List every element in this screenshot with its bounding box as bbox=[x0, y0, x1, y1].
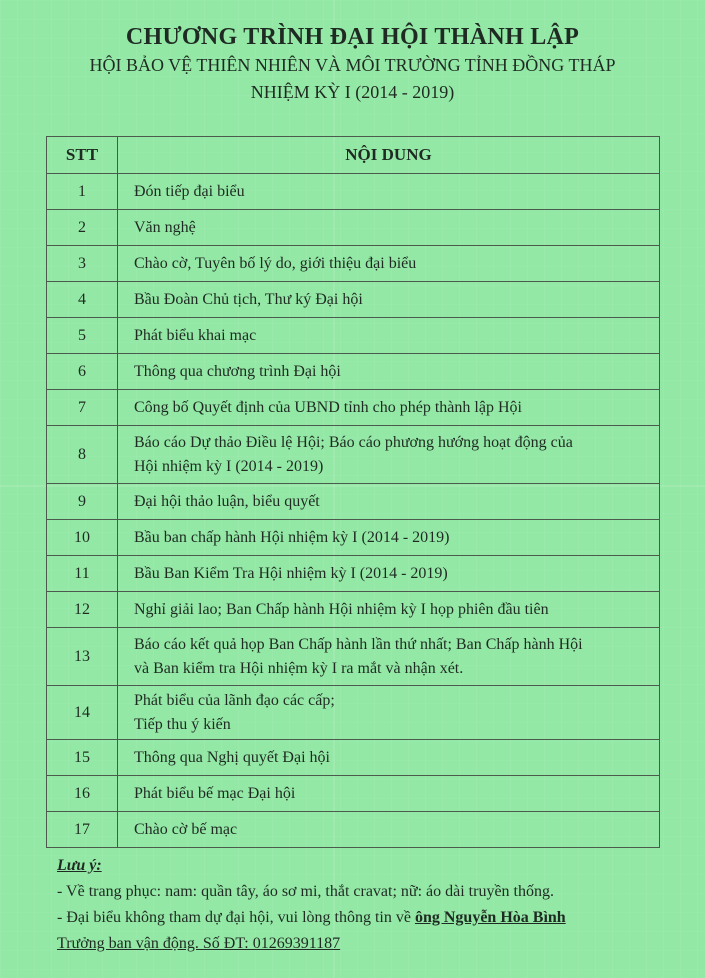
row-content-line-2: Hội nhiệm kỳ I (2014 - 2019) bbox=[134, 457, 324, 475]
document-subtitle: HỘI BẢO VỆ THIÊN NHIÊN VÀ MÔI TRƯỜNG TỈNH ĐỒNG THÁP bbox=[89, 55, 616, 75]
row-content-line-1: Đại hội thảo luận, biểu quyết bbox=[134, 492, 320, 510]
table-row bbox=[47, 686, 660, 740]
table-row bbox=[47, 354, 660, 390]
row-content bbox=[118, 354, 660, 390]
row-number: 4 bbox=[47, 282, 118, 318]
row-content bbox=[118, 520, 660, 556]
row-content bbox=[118, 776, 660, 812]
table-row bbox=[47, 318, 660, 354]
row-content-line-1: Đón tiếp đại biểu bbox=[134, 182, 245, 200]
row-content bbox=[118, 592, 660, 628]
row-content-line-1: Bầu Ban Kiểm Tra Hội nhiệm kỳ I (2014 - 2019) bbox=[134, 564, 448, 582]
row-content-line-1: Bầu Đoàn Chủ tịch, Thư ký Đại hội bbox=[134, 290, 363, 308]
row-content-line-2: Tiếp thu ý kiến bbox=[134, 715, 231, 733]
notes-section bbox=[57, 853, 677, 957]
table-row bbox=[47, 776, 660, 812]
row-content-line-1: Công bố Quyết định của UBND tỉnh cho phép thành lập Hội bbox=[134, 398, 522, 416]
absence-note-text: - Đại biểu không tham dự đại hội, vui lòng thông tin về bbox=[57, 909, 415, 926]
header-content: NỘI DUNG bbox=[118, 137, 660, 174]
table-row bbox=[47, 520, 660, 556]
row-number: 10 bbox=[47, 520, 118, 556]
row-content bbox=[118, 390, 660, 426]
row-content-line-1: Nghỉ giải lao; Ban Chấp hành Hội nhiệm kỳ I họp phiên đầu tiên bbox=[134, 600, 549, 618]
row-content-line-1: Bầu ban chấp hành Hội nhiệm kỳ I (2014 - 2019) bbox=[134, 528, 450, 546]
row-number: 5 bbox=[47, 318, 118, 354]
table-row bbox=[47, 282, 660, 318]
row-content bbox=[118, 556, 660, 592]
row-content bbox=[118, 628, 660, 686]
row-content bbox=[118, 318, 660, 354]
row-content bbox=[118, 210, 660, 246]
table-row bbox=[47, 484, 660, 520]
notes-label: Lưu ý: bbox=[57, 857, 102, 874]
row-number: 12 bbox=[47, 592, 118, 628]
table-row bbox=[47, 556, 660, 592]
document-term: NHIỆM KỲ I (2014 - 2019) bbox=[250, 82, 455, 102]
row-content-line-1: Báo cáo Dự thảo Điều lệ Hội; Báo cáo phương hướng hoạt động của bbox=[134, 433, 573, 451]
row-content bbox=[118, 426, 660, 484]
program-table bbox=[46, 136, 660, 848]
contact-line: Trưởng ban vận động. Số ĐT: 01269391187 bbox=[57, 935, 341, 952]
row-number: 16 bbox=[47, 776, 118, 812]
row-content bbox=[118, 282, 660, 318]
program-table-wrapper bbox=[46, 136, 660, 848]
row-content-line-2: và Ban kiểm tra Hội nhiệm kỳ I ra mắt và nhận xét. bbox=[134, 659, 464, 677]
row-number: 3 bbox=[47, 246, 118, 282]
header-stt: STT bbox=[47, 137, 118, 174]
row-number: 6 bbox=[47, 354, 118, 390]
row-number: 15 bbox=[47, 740, 118, 776]
row-content bbox=[118, 686, 660, 740]
row-content-line-1: Chào cờ, Tuyên bố lý do, giới thiệu đại biểu bbox=[134, 254, 417, 272]
row-content-line-1: Thông qua Nghị quyết Đại hội bbox=[134, 748, 330, 766]
row-content bbox=[118, 246, 660, 282]
row-content-line-1: Phát biểu khai mạc bbox=[134, 326, 257, 344]
table-row bbox=[47, 174, 660, 210]
table-header-row bbox=[47, 137, 660, 174]
row-content-line-1: Thông qua chương trình Đại hội bbox=[134, 362, 341, 380]
row-number: 2 bbox=[47, 210, 118, 246]
row-number: 9 bbox=[47, 484, 118, 520]
table-row bbox=[47, 210, 660, 246]
table-row bbox=[47, 390, 660, 426]
table-row bbox=[47, 592, 660, 628]
absence-note bbox=[57, 905, 677, 931]
row-content-line-1: Báo cáo kết quả họp Ban Chấp hành lần thứ nhất; Ban Chấp hành Hội bbox=[134, 635, 583, 653]
table-row bbox=[47, 812, 660, 848]
row-number: 11 bbox=[47, 556, 118, 592]
dress-code-note: - Về trang phục: nam: quần tây, áo sơ mi, thắt cravat; nữ: áo dài truyền thống. bbox=[57, 883, 554, 900]
table-row bbox=[47, 246, 660, 282]
row-number: 7 bbox=[47, 390, 118, 426]
contact-name: ông Nguyễn Hòa Bình bbox=[414, 909, 566, 926]
row-number: 13 bbox=[47, 628, 118, 686]
table-row bbox=[47, 628, 660, 686]
document-header bbox=[0, 22, 705, 105]
document-title: CHƯƠNG TRÌNH ĐẠI HỘI THÀNH LẬP bbox=[125, 24, 580, 50]
row-content-line-1: Chào cờ bế mạc bbox=[134, 820, 238, 838]
row-content bbox=[118, 174, 660, 210]
table-row bbox=[47, 740, 660, 776]
table-row bbox=[47, 426, 660, 484]
row-number: 1 bbox=[47, 174, 118, 210]
row-content bbox=[118, 740, 660, 776]
row-number: 14 bbox=[47, 686, 118, 740]
row-content bbox=[118, 812, 660, 848]
row-number: 8 bbox=[47, 426, 118, 484]
row-content-line-1: Phát biểu bế mạc Đại hội bbox=[134, 784, 296, 802]
row-content-line-1: Văn nghệ bbox=[134, 218, 196, 236]
row-number: 17 bbox=[47, 812, 118, 848]
row-content-line-1: Phát biểu của lãnh đạo các cấp; bbox=[134, 691, 335, 709]
row-content bbox=[118, 484, 660, 520]
